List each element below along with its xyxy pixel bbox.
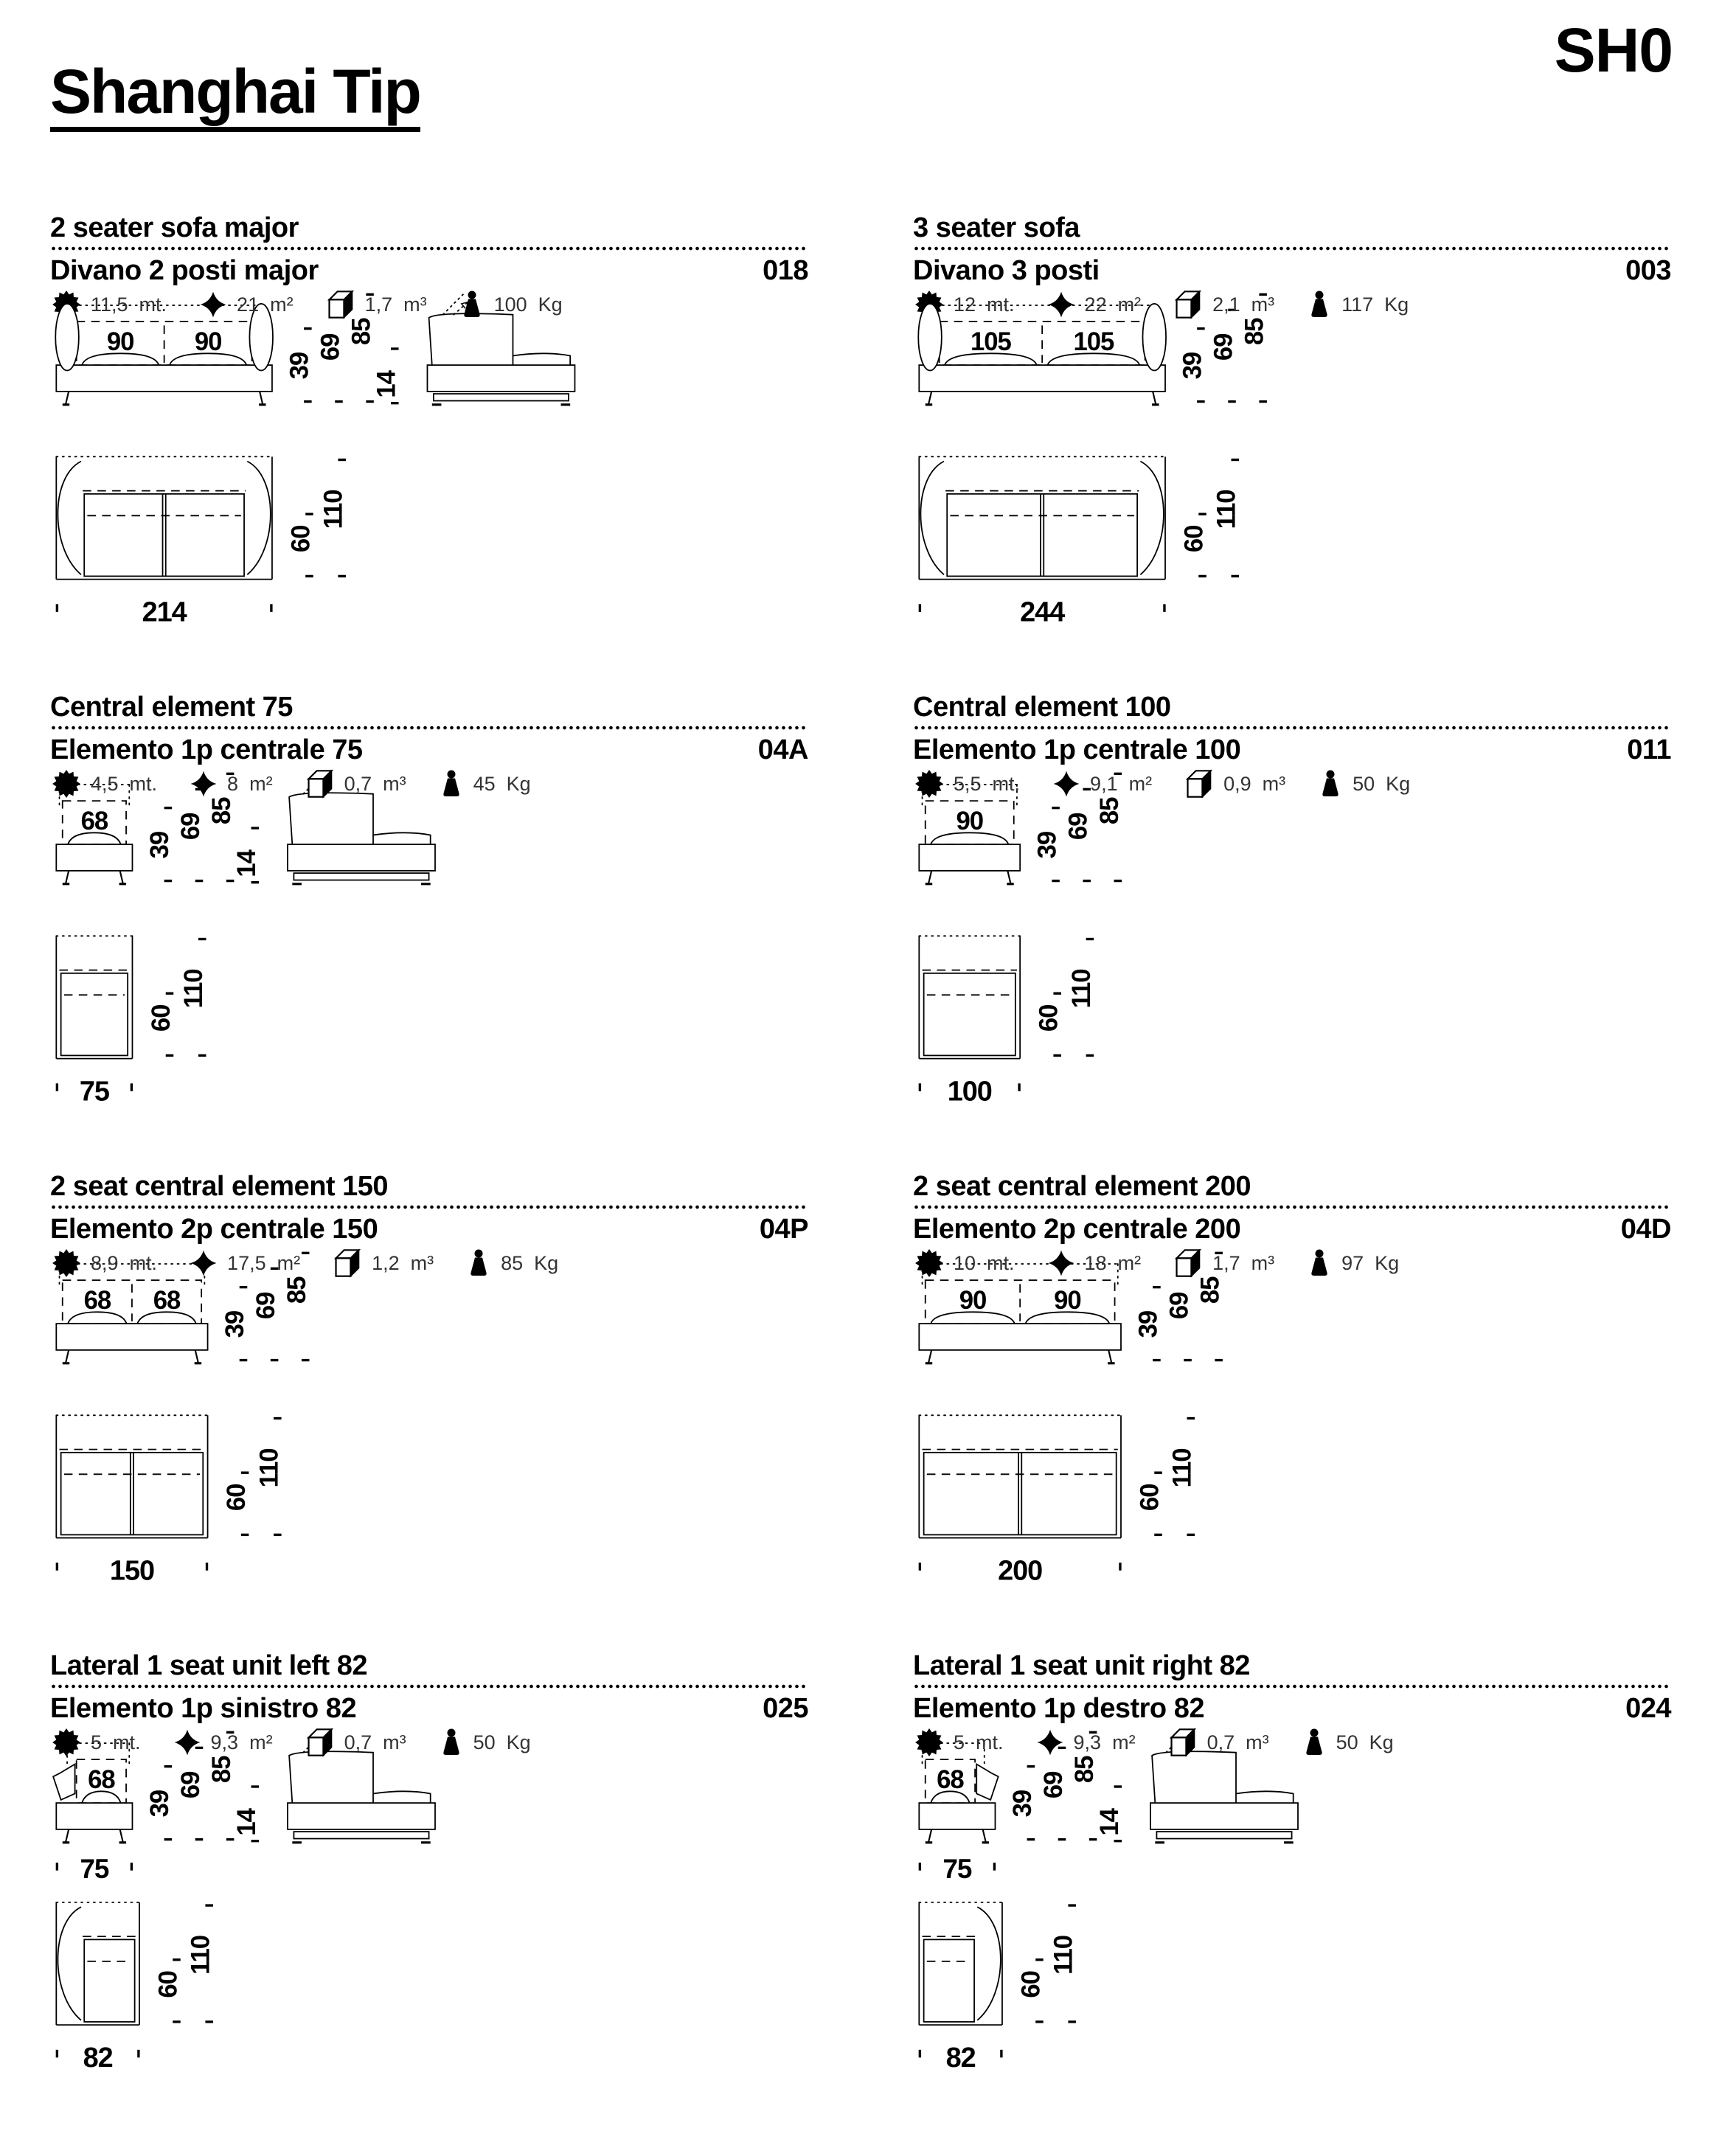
- dotted-divider: [913, 1684, 1671, 1689]
- leather-icon: [199, 291, 227, 319]
- svg-text:90: 90: [194, 328, 222, 357]
- spec-value: 21: [237, 293, 260, 316]
- svg-text:105: 105: [971, 328, 1011, 357]
- volume-icon: [1168, 1727, 1198, 1758]
- product-code: 011: [1627, 734, 1671, 765]
- spec-unit: mt.: [113, 1731, 141, 1753]
- technical-drawing: [50, 341, 808, 675]
- spec-weight: [1307, 1248, 1399, 1279]
- spec-value: 8,9: [91, 1251, 119, 1274]
- dotted-divider: [913, 726, 1671, 730]
- volume-icon: [1173, 1248, 1203, 1279]
- spec-value: 8: [227, 772, 239, 795]
- svg-text:39: 39: [1008, 1790, 1037, 1818]
- weight-icon: [466, 1248, 491, 1279]
- spec-unit: m²: [1117, 293, 1142, 316]
- svg-text:244: 244: [1020, 597, 1065, 628]
- product-name-en: 3 seater sofa: [913, 212, 1080, 243]
- spec-value: 85: [501, 1251, 524, 1274]
- volume-icon: [333, 1248, 362, 1279]
- spec-weight: [439, 768, 531, 799]
- product-name-it: Elemento 2p centrale 200: [913, 1214, 1241, 1245]
- product-card: [50, 693, 808, 1172]
- svg-text:85: 85: [283, 1276, 312, 1304]
- spec-value: 45: [473, 772, 496, 795]
- technical-drawing: [50, 1300, 808, 1633]
- spec-unit: Kg: [1375, 1251, 1400, 1274]
- spec-unit: mt.: [976, 1731, 1004, 1753]
- spec-unit: m³: [410, 1251, 434, 1274]
- svg-text:14: 14: [1095, 1809, 1124, 1836]
- volume-icon: [305, 768, 335, 799]
- product-grid: [50, 214, 1671, 2131]
- product-name-en: 2 seat central element 200: [913, 1171, 1251, 1202]
- leather-icon: [1052, 770, 1080, 798]
- svg-text:14: 14: [232, 850, 261, 877]
- product-card: [50, 214, 808, 693]
- svg-text:214: 214: [142, 597, 187, 628]
- svg-text:60: 60: [287, 525, 316, 553]
- spec-unit: Kg: [506, 1731, 531, 1753]
- spec-unit: mt.: [129, 1251, 158, 1274]
- spec-unit: m³: [1251, 1251, 1275, 1274]
- collection-code: SH0: [1554, 15, 1673, 85]
- product-code: 018: [763, 255, 808, 286]
- svg-text:85: 85: [347, 318, 376, 346]
- spec-value: 10: [954, 1251, 976, 1274]
- spec-value: 9,1: [1090, 772, 1118, 795]
- svg-text:14: 14: [232, 1809, 261, 1836]
- spec-value: 4,5: [91, 772, 119, 795]
- volume-icon: [1184, 768, 1214, 799]
- spec-leather: [173, 1728, 273, 1756]
- spec-leather: [1052, 770, 1152, 798]
- spec-value: 1,7: [1212, 1251, 1240, 1274]
- page-title: Shanghai Tip: [50, 60, 420, 132]
- svg-text:85: 85: [1071, 1756, 1100, 1784]
- svg-text:68: 68: [88, 1766, 115, 1795]
- svg-text:60: 60: [1180, 525, 1209, 553]
- spec-value: 5: [91, 1731, 103, 1753]
- spec-volume: [1168, 1727, 1269, 1758]
- spec-unit: mt.: [139, 293, 167, 316]
- spec-value: 11,5: [91, 293, 128, 316]
- svg-text:69: 69: [177, 1771, 205, 1799]
- spec-unit: mt.: [987, 1251, 1015, 1274]
- svg-text:69: 69: [1209, 333, 1238, 361]
- product-name-it: Divano 2 posti major: [50, 255, 319, 286]
- spec-unit: m³: [383, 1731, 406, 1753]
- spec-volume: [305, 768, 406, 799]
- technical-drawing: [913, 1300, 1671, 1633]
- svg-text:82: 82: [83, 2043, 113, 2073]
- spec-unit: mt.: [129, 772, 158, 795]
- svg-text:85: 85: [208, 797, 237, 825]
- product-name-it: Elemento 2p centrale 150: [50, 1214, 378, 1245]
- product-name-it: Elemento 1p centrale 75: [50, 734, 363, 765]
- spec-volume: [333, 1248, 434, 1279]
- product-name-it: Elemento 1p sinistro 82: [50, 1693, 357, 1724]
- svg-text:110: 110: [187, 1935, 215, 1975]
- volume-icon: [305, 1727, 335, 1758]
- spec-value: 97: [1341, 1251, 1364, 1274]
- svg-text:110: 110: [1067, 969, 1096, 1009]
- spec-value: 17,5: [227, 1251, 266, 1274]
- svg-text:60: 60: [1035, 1004, 1063, 1032]
- spec-leather: [199, 291, 294, 319]
- spec-unit: m³: [383, 772, 406, 795]
- svg-text:39: 39: [1134, 1310, 1163, 1338]
- spec-value: 117: [1341, 293, 1374, 316]
- svg-text:14: 14: [372, 371, 401, 398]
- weight-icon: [1307, 1248, 1332, 1279]
- weight-icon: [1302, 1727, 1327, 1758]
- product-card: [913, 693, 1671, 1172]
- svg-text:69: 69: [177, 813, 205, 841]
- svg-text:150: 150: [109, 1555, 154, 1587]
- spec-value: 100: [493, 293, 527, 316]
- technical-drawing: [50, 1779, 808, 2113]
- svg-text:110: 110: [319, 490, 348, 529]
- spec-unit: m³: [1262, 772, 1286, 795]
- svg-text:105: 105: [1073, 328, 1114, 357]
- spec-volume: [1173, 1248, 1274, 1279]
- spec-value: 0,7: [344, 772, 372, 795]
- spec-row: [52, 1727, 531, 2073]
- spec-unit: mt.: [992, 772, 1021, 795]
- svg-text:110: 110: [1168, 1448, 1197, 1488]
- leather-icon: [1047, 1249, 1075, 1277]
- spec-volume: [326, 289, 427, 320]
- svg-text:90: 90: [1054, 1287, 1081, 1315]
- svg-text:200: 200: [998, 1555, 1043, 1587]
- svg-text:110: 110: [1049, 1935, 1078, 1975]
- product-code: 04P: [759, 1214, 808, 1245]
- svg-text:60: 60: [154, 1971, 183, 1998]
- product-name-it: Divano 3 posti: [913, 255, 1100, 286]
- svg-text:85: 85: [1196, 1276, 1225, 1304]
- spec-weight: [466, 1248, 558, 1279]
- spec-row: [52, 1248, 559, 1587]
- technical-drawing: [913, 1779, 1671, 2113]
- svg-text:90: 90: [959, 1287, 987, 1315]
- spec-row: [52, 289, 563, 628]
- weight-icon: [439, 768, 464, 799]
- spec-unit: Kg: [1384, 293, 1409, 316]
- svg-text:69: 69: [316, 333, 345, 361]
- spec-weight: [1302, 1727, 1394, 1758]
- spec-value: 2,1: [1212, 293, 1240, 316]
- spec-unit: m²: [277, 1251, 301, 1274]
- volume-icon: [326, 289, 355, 320]
- product-name-en: Lateral 1 seat unit right 82: [913, 1650, 1250, 1681]
- product-card: [913, 1172, 1671, 1652]
- volume-icon: [1173, 289, 1203, 320]
- svg-text:60: 60: [147, 1004, 176, 1032]
- svg-text:85: 85: [1095, 797, 1124, 825]
- product-name-it: Elemento 1p destro 82: [913, 1693, 1204, 1724]
- spec-value: 1,7: [364, 293, 393, 316]
- svg-text:68: 68: [153, 1287, 181, 1315]
- svg-text:110: 110: [180, 969, 209, 1009]
- spec-unit: m²: [249, 1731, 273, 1753]
- svg-text:75: 75: [942, 1854, 972, 1885]
- svg-text:69: 69: [1064, 813, 1093, 841]
- technical-drawing: [50, 821, 808, 1154]
- spec-row: [914, 768, 1411, 1108]
- product-name-en: Central element 75: [50, 692, 293, 723]
- spec-unit: Kg: [534, 1251, 559, 1274]
- product-name-en: Central element 100: [913, 692, 1171, 723]
- spec-volume: [1173, 289, 1274, 320]
- svg-text:60: 60: [223, 1484, 251, 1512]
- svg-text:68: 68: [937, 1766, 964, 1795]
- spec-unit: Kg: [1386, 772, 1411, 795]
- svg-text:69: 69: [1040, 1771, 1068, 1799]
- spec-leather: [190, 1249, 300, 1277]
- spec-volume: [305, 1727, 406, 1758]
- svg-text:60: 60: [1017, 1971, 1046, 1998]
- dotted-divider: [913, 246, 1671, 251]
- spec-unit: m²: [249, 772, 273, 795]
- spec-value: 0,9: [1223, 772, 1251, 795]
- product-card: [50, 1652, 808, 2131]
- svg-text:68: 68: [80, 807, 108, 836]
- spec-value: 0,7: [344, 1731, 372, 1753]
- spec-value: 9,3: [210, 1731, 239, 1753]
- svg-text:39: 39: [145, 831, 174, 859]
- spec-unit: Kg: [1369, 1731, 1394, 1753]
- spec-value: 22: [1084, 293, 1107, 316]
- spec-value: 50: [473, 1731, 496, 1753]
- product-name-it: Elemento 1p centrale 100: [913, 734, 1241, 765]
- spec-unit: m²: [1112, 1731, 1136, 1753]
- product-card: [50, 1172, 808, 1652]
- product-card: [913, 214, 1671, 693]
- spec-volume: [1184, 768, 1285, 799]
- leather-icon: [190, 1249, 218, 1277]
- spec-unit: m²: [1117, 1251, 1142, 1274]
- spec-unit: mt.: [987, 293, 1015, 316]
- spec-value: 9,3: [1073, 1731, 1102, 1753]
- technical-drawing: [913, 341, 1671, 675]
- svg-text:110: 110: [255, 1448, 284, 1488]
- dotted-divider: [913, 1205, 1671, 1209]
- spec-value: 12: [954, 293, 976, 316]
- technical-drawing: [913, 821, 1671, 1154]
- product-name-en: Lateral 1 seat unit left 82: [50, 1650, 367, 1681]
- leather-icon: [1047, 291, 1075, 319]
- spec-unit: m³: [1251, 293, 1275, 316]
- svg-text:60: 60: [1136, 1484, 1164, 1512]
- spec-unit: m²: [270, 293, 294, 316]
- product-code: 04D: [1620, 1214, 1671, 1245]
- svg-text:69: 69: [1165, 1292, 1194, 1320]
- spec-leather: [1047, 291, 1142, 319]
- spec-unit: Kg: [538, 293, 563, 316]
- spec-value: 5,5: [954, 772, 982, 795]
- spec-unit: m³: [403, 293, 427, 316]
- product-code: 003: [1625, 255, 1671, 286]
- weight-icon: [439, 1727, 464, 1758]
- spec-weight: [1307, 289, 1409, 320]
- svg-text:90: 90: [956, 807, 983, 836]
- spec-row: [52, 768, 531, 1108]
- page-header: [50, 15, 1673, 174]
- dotted-divider: [50, 726, 808, 730]
- spec-value: 18: [1084, 1251, 1107, 1274]
- product-card: [913, 1652, 1671, 2131]
- product-name-en: 2 seater sofa major: [50, 212, 299, 243]
- svg-text:85: 85: [208, 1756, 237, 1784]
- dotted-divider: [50, 1205, 808, 1209]
- spec-value: 50: [1353, 772, 1375, 795]
- svg-text:39: 39: [1178, 352, 1207, 380]
- spec-unit: m²: [1128, 772, 1153, 795]
- svg-text:110: 110: [1212, 490, 1241, 529]
- svg-text:69: 69: [252, 1292, 281, 1320]
- svg-text:68: 68: [83, 1287, 111, 1315]
- spec-value: 1,2: [372, 1251, 400, 1274]
- spec-unit: Kg: [506, 772, 531, 795]
- weight-icon: [1307, 289, 1332, 320]
- product-name-en: 2 seat central element 150: [50, 1171, 389, 1202]
- dotted-divider: [50, 1684, 808, 1689]
- spec-leather: [190, 770, 273, 798]
- spec-value: 50: [1336, 1731, 1358, 1753]
- leather-icon: [173, 1728, 201, 1756]
- svg-text:39: 39: [145, 1790, 174, 1818]
- spec-row: [914, 289, 1409, 628]
- spec-row: [914, 1248, 1400, 1587]
- product-code: 04A: [757, 734, 808, 765]
- svg-text:39: 39: [221, 1310, 249, 1338]
- svg-text:90: 90: [106, 328, 134, 357]
- spec-weight: [459, 289, 563, 320]
- svg-text:75: 75: [79, 1076, 109, 1108]
- svg-text:39: 39: [285, 352, 314, 380]
- spec-value: 0,7: [1206, 1731, 1235, 1753]
- spec-leather: [1036, 1728, 1136, 1756]
- weight-icon: [1318, 768, 1343, 799]
- svg-text:82: 82: [945, 2043, 976, 2073]
- spec-weight: [1318, 768, 1410, 799]
- leather-icon: [1036, 1728, 1064, 1756]
- spec-leather: [1047, 1249, 1142, 1277]
- spec-value: 5: [954, 1731, 965, 1753]
- spec-row: [914, 1727, 1394, 2073]
- svg-text:85: 85: [1240, 318, 1269, 346]
- spec-weight: [439, 1727, 531, 1758]
- product-code: 024: [1625, 1693, 1671, 1724]
- spec-unit: m³: [1246, 1731, 1269, 1753]
- leather-icon: [190, 770, 218, 798]
- svg-text:100: 100: [947, 1076, 992, 1108]
- product-code: 025: [763, 1693, 808, 1724]
- svg-text:75: 75: [80, 1854, 109, 1885]
- dotted-divider: [50, 246, 808, 251]
- weight-icon: [459, 289, 485, 320]
- svg-text:39: 39: [1033, 831, 1062, 859]
